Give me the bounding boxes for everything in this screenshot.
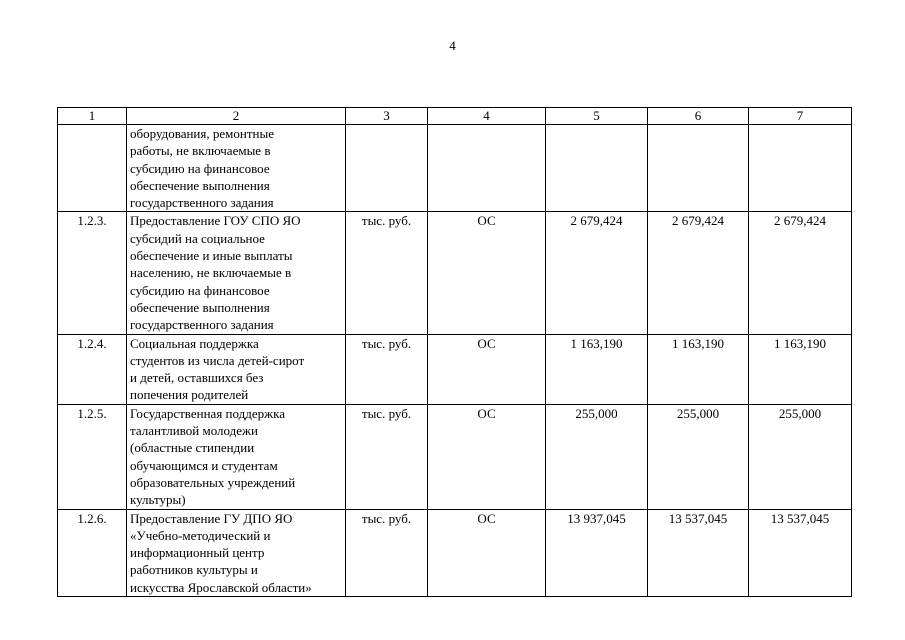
item-name-line: населению, не включаемые в	[130, 265, 292, 281]
value-cell-col7	[749, 125, 852, 212]
funding-source-cell: ОС	[428, 509, 546, 596]
item-name-line: «Учебно-методический и	[130, 527, 271, 543]
row-number-cell: 1.2.6.	[58, 509, 127, 596]
column-header: 6	[648, 108, 749, 125]
item-name-line: образовательных учреждений	[130, 474, 296, 490]
value-cell-col7: 1 163,190	[749, 334, 852, 404]
unit-cell: тыс. руб.	[346, 509, 428, 596]
item-name-line: (областные стипендии	[130, 440, 255, 456]
value-cell-col6: 255,000	[648, 404, 749, 509]
item-name-line: субсидию на финансовое	[130, 160, 270, 176]
item-name-line: обучающимся и студентам	[130, 457, 278, 473]
table-row	[58, 404, 852, 509]
unit-cell: тыс. руб.	[346, 334, 428, 404]
funding-source-cell: ОС	[428, 334, 546, 404]
item-name-line: субсидий на социальное	[130, 230, 265, 246]
value-cell-col6	[648, 125, 749, 212]
column-header: 7	[749, 108, 852, 125]
item-name-cell	[127, 212, 346, 334]
row-number-cell: 1.2.3.	[58, 212, 127, 334]
budget-table	[57, 107, 852, 597]
item-name-line: талантливой молодежи	[130, 423, 258, 439]
row-number-cell: 1.2.5.	[58, 404, 127, 509]
column-header: 1	[58, 108, 127, 125]
item-name-line: обеспечение выполнения	[130, 299, 270, 315]
table-row	[58, 334, 852, 404]
value-cell-col6: 13 537,045	[648, 509, 749, 596]
item-name-line: попечения родителей	[130, 387, 249, 403]
item-name-line: обеспечение и иные выплаты	[130, 248, 293, 264]
item-name-line: государственного задания	[130, 195, 274, 211]
table-row	[58, 509, 852, 596]
column-header: 2	[127, 108, 346, 125]
item-name-line: Предоставление ГОУ СПО ЯО	[130, 213, 301, 229]
value-cell-col7: 2 679,424	[749, 212, 852, 334]
value-cell-col5: 13 937,045	[546, 509, 648, 596]
item-name-line: искусства Ярославской области»	[130, 579, 312, 595]
item-name-cell	[127, 334, 346, 404]
funding-source-cell	[428, 125, 546, 212]
row-number-cell: 1.2.4.	[58, 334, 127, 404]
item-name-line: работников культуры и	[130, 562, 258, 578]
row-number-cell	[58, 125, 127, 212]
value-cell-col5: 2 679,424	[546, 212, 648, 334]
item-name-line: Государственная поддержка	[130, 405, 286, 421]
item-name-line: культуры)	[130, 492, 186, 508]
column-header: 3	[346, 108, 428, 125]
item-name-line: и детей, оставшихся без	[130, 370, 264, 386]
funding-source-cell: ОС	[428, 404, 546, 509]
unit-cell: тыс. руб.	[346, 212, 428, 334]
funding-source-cell: ОС	[428, 212, 546, 334]
item-name-line: субсидию на финансовое	[130, 282, 270, 298]
table-row	[58, 212, 852, 334]
item-name-cell	[127, 125, 346, 212]
item-name-line: работы, не включаемые в	[130, 143, 271, 159]
value-cell-col7: 13 537,045	[749, 509, 852, 596]
item-name-line: государственного задания	[130, 317, 274, 333]
table-header-row	[58, 108, 852, 125]
column-header: 4	[428, 108, 546, 125]
value-cell-col6: 2 679,424	[648, 212, 749, 334]
item-name-line: Социальная поддержка	[130, 335, 259, 351]
value-cell-col5: 255,000	[546, 404, 648, 509]
value-cell-col6: 1 163,190	[648, 334, 749, 404]
item-name-line: студентов из числа детей-сирот	[130, 352, 305, 368]
table-row	[58, 125, 852, 212]
item-name-line: обеспечение выполнения	[130, 177, 270, 193]
unit-cell	[346, 125, 428, 212]
page-number: 4	[449, 38, 456, 53]
column-header: 5	[546, 108, 648, 125]
item-name-line: оборудования, ремонтные	[130, 126, 274, 141]
item-name-line: информационный центр	[130, 545, 265, 561]
value-cell-col5: 1 163,190	[546, 334, 648, 404]
value-cell-col7: 255,000	[749, 404, 852, 509]
value-cell-col5	[546, 125, 648, 212]
item-name-cell	[127, 404, 346, 509]
item-name-line: Предоставление ГУ ДПО ЯО	[130, 510, 293, 526]
item-name-cell	[127, 509, 346, 596]
unit-cell: тыс. руб.	[346, 404, 428, 509]
